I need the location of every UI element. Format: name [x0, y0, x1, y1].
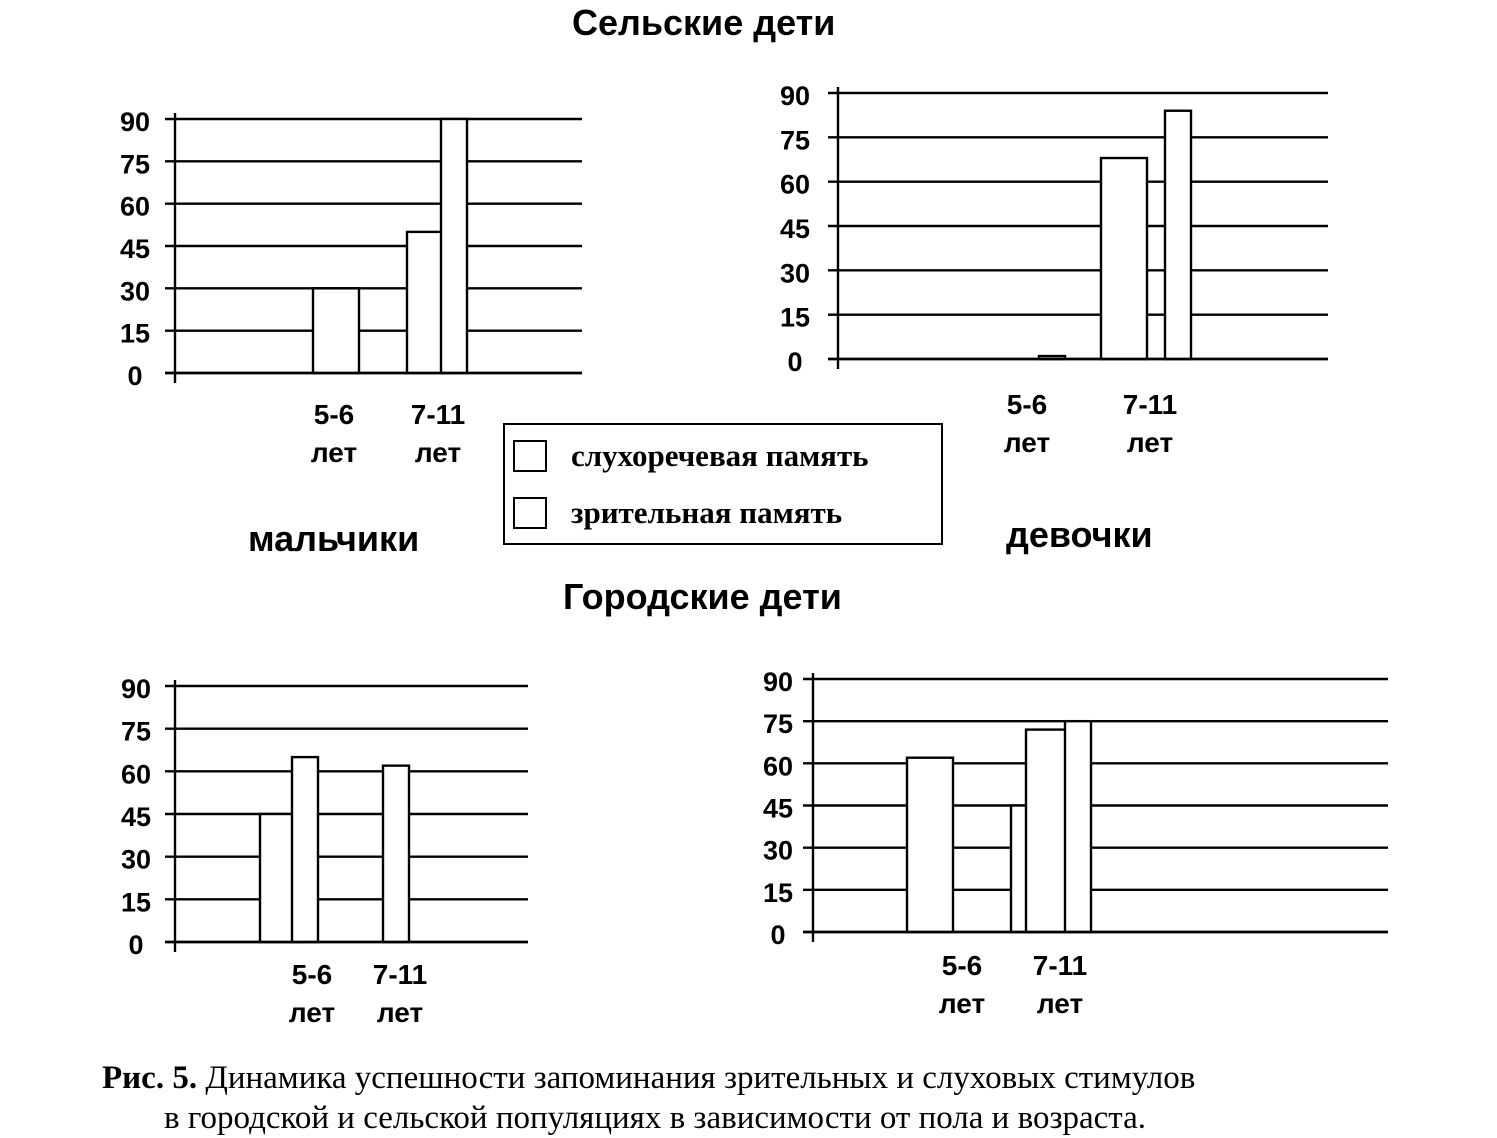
y-tick-label: 0	[770, 920, 786, 950]
legend-item-auditory	[513, 438, 869, 474]
x-category-label: 5-6	[313, 399, 355, 430]
legend-item-visual	[513, 495, 842, 531]
y-tick-label: 30	[119, 276, 151, 307]
y-tick-label: 90	[120, 674, 152, 704]
y-tick-label: 60	[762, 751, 794, 782]
x-category-label: 7-11	[1122, 389, 1178, 420]
y-tick-label: 15	[120, 887, 152, 918]
x-category-label: 5-6	[941, 950, 983, 981]
legend	[503, 423, 943, 545]
y-tick-label: 30	[120, 844, 152, 875]
y-tick-label: 75	[762, 709, 794, 740]
y-tick-label: 30	[762, 835, 794, 866]
y-tick-label: 60	[119, 191, 151, 222]
y-tick-label: 15	[779, 302, 811, 333]
y-tick-label: 45	[762, 793, 794, 824]
title-rural: Сельские дети	[572, 2, 836, 43]
x-category-label: лет	[376, 997, 424, 1028]
y-tick-label: 45	[120, 802, 152, 832]
x-category-label: лет	[414, 437, 462, 468]
x-category-label: лет	[288, 997, 336, 1028]
y-tick-label: 90	[119, 107, 151, 137]
y-tick-label: 15	[119, 318, 151, 349]
subtitle-boys: мальчики	[248, 518, 420, 559]
caption-line-1	[102, 1058, 1402, 1098]
legend-swatch-visual	[513, 497, 547, 529]
bar-auditory	[907, 758, 953, 932]
x-category-label: 7-11	[372, 959, 428, 990]
y-tick-label: 0	[787, 347, 803, 377]
y-tick-label: 60	[779, 169, 811, 200]
y-tick-label: 15	[762, 877, 794, 908]
x-category-label: 5-6	[1006, 389, 1048, 420]
y-tick-label: 0	[128, 930, 144, 960]
x-category-label: 7-11	[410, 399, 466, 430]
caption-line-2: в городской и сельской популяциях в зависимости от пола и возраста.	[164, 1100, 1146, 1136]
y-tick-label: 60	[120, 759, 152, 790]
y-tick-label: 45	[779, 214, 811, 244]
y-tick-label: 0	[127, 361, 143, 391]
y-tick-label: 30	[779, 258, 811, 289]
x-category-label: лет	[938, 988, 986, 1019]
x-category-label: лет	[1036, 988, 1084, 1019]
bar-visual	[1065, 721, 1091, 932]
x-category-label: 5-6	[291, 959, 333, 990]
figure-caption	[102, 1058, 1402, 1138]
x-category-label: лет	[1126, 427, 1174, 458]
y-tick-label: 75	[119, 149, 151, 180]
y-tick-label: 45	[119, 234, 151, 264]
x-category-label: лет	[1003, 427, 1051, 458]
y-tick-label: 90	[762, 667, 794, 697]
x-category-label: 7-11	[1032, 950, 1088, 981]
legend-label-auditory: слухоречевая память	[571, 438, 869, 473]
subtitle-girls: девочки	[1006, 514, 1153, 555]
y-tick-label: 75	[120, 716, 152, 747]
legend-swatch-auditory	[513, 440, 547, 472]
legend-label-visual: зрительная память	[571, 495, 843, 530]
y-tick-label: 75	[779, 125, 811, 156]
caption-text-1: Динамика успешности запоминания зрительных и слуховых стимулов	[205, 1060, 1196, 1096]
y-tick-label: 90	[779, 81, 811, 111]
x-category-label: лет	[310, 437, 358, 468]
title-urban: Городские дети	[563, 576, 842, 617]
caption-prefix: Рис. 5.	[102, 1060, 198, 1096]
